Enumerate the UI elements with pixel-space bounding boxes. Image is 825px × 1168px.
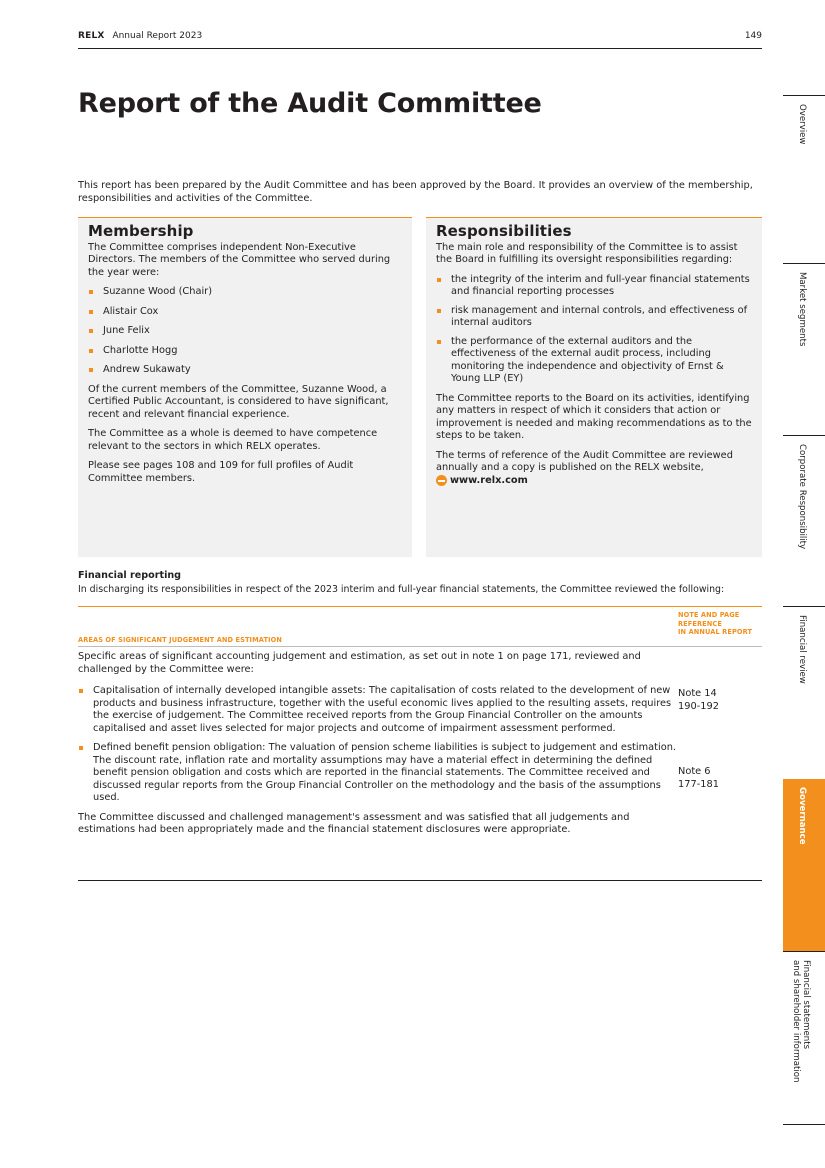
membership-panel — [78, 217, 412, 557]
financial-reporting-text: In discharging its responsibilities in respect of the 2023 interim and full-year financial statements, the Committee reviewed the following: — [78, 584, 725, 595]
page-number: 149 — [744, 31, 762, 41]
membership-intro: The Committee comprises independent Non-Executive Directors. The members of the Committee who served during the year were: — [88, 241, 391, 278]
side-tab-corporate-responsibility[interactable] — [783, 435, 825, 606]
responsibilities-intro: The main role and responsibility of the Committee is to assist the Board in fulfilling its oversight responsibilities regarding: — [436, 241, 738, 265]
note-number: Note 14 — [678, 688, 717, 699]
table-column-header-note — [678, 611, 764, 637]
responsibilities-heading: Responsibilities — [436, 222, 572, 240]
table-conclusion: The Committee discussed and challenged management's assessment and was satisfied that all judgements and estimations had been appropriately made and the financial statement disclosures were appropriate. — [78, 811, 630, 835]
membership-paragraph: Of the current members of the Committee, Suzanne Wood, a Certified Public Accountant, is considered to have significant, recent and relevant financial experience. — [88, 383, 389, 420]
list-item: Charlotte Hogg — [88, 345, 402, 358]
brand-name: RELX — [78, 31, 105, 41]
table-header-rule — [78, 646, 762, 647]
side-tab-label: Corporate Responsibility — [797, 444, 807, 550]
financial-reporting-heading: Financial reporting — [78, 570, 182, 581]
list-item: risk management and internal controls, and effectiveness of internal auditors — [436, 305, 752, 330]
side-tab-market-segments[interactable] — [783, 263, 825, 435]
side-tab-financial-review[interactable] — [783, 606, 825, 779]
side-tab-label: Governance — [797, 787, 807, 845]
note-number: Note 6 — [678, 766, 711, 777]
list-item: Alistair Cox — [88, 306, 402, 319]
column-header-line: REFERENCE — [678, 619, 722, 628]
side-tab-label: Financial review — [797, 615, 807, 684]
responsibilities-list — [436, 274, 752, 386]
judgement-list — [78, 685, 678, 805]
table-bottom-rule — [78, 880, 762, 881]
membership-heading: Membership — [88, 222, 194, 240]
note-pages: 190-192 — [678, 700, 719, 712]
intro-paragraph: This report has been prepared by the Audit Committee and has been approved by the Board. It provides an overview of the membership, responsibilities and activities of the Committee. — [78, 180, 753, 204]
table-intro: Specific areas of significant accounting judgement and estimation, as set out in note 1 on page 171, reviewed and challenged by the Committee were: — [78, 651, 641, 675]
side-tab-overview[interactable] — [783, 95, 825, 263]
responsibilities-paragraph: The terms of reference of the Audit Committee are reviewed annually and a copy is published on the RELX website, — [436, 449, 733, 473]
link-arrow-icon — [436, 475, 447, 486]
members-list — [88, 286, 402, 377]
note-reference — [678, 688, 719, 713]
column-header-line: IN ANNUAL REPORT — [678, 628, 753, 636]
side-tab-label: Market segments — [797, 272, 807, 347]
table-top-rule — [78, 606, 762, 607]
table-row: Defined benefit pension obligation: The valuation of pension scheme liabilities is subject to judgement and estimation. The discount rate, inflation rate and mortality assumptions may have a material effect in determining the defined benefit pension obligation and costs which are reported in the financial statements. The Committee received and discussed regular reports from the Group Financial Controller on the methodology and the basis of the assumptions used. — [78, 742, 678, 805]
responsibilities-paragraph: The Committee reports to the Board on its activities, identifying any matters in respect of which it considers that action or improvement is needed and making recommendations as to the steps to be taken. — [436, 392, 752, 441]
relx-website-link[interactable] — [436, 475, 528, 488]
list-item: the integrity of the interim and full-year financial statements and financial reporting processes — [436, 274, 752, 299]
column-header-line: NOTE AND PAGE — [678, 611, 740, 619]
side-tab-label: Financial statements and shareholder information — [791, 960, 811, 1083]
note-pages: 177-181 — [678, 778, 719, 790]
judgement-table-body — [78, 651, 678, 846]
page-title: Report of the Audit Committee — [78, 88, 542, 119]
membership-paragraph: Please see pages 108 and 109 for full profiles of Audit Committee members. — [88, 460, 354, 484]
header-divider — [78, 48, 762, 49]
list-item: the performance of the external auditors and the effectiveness of the external audit process, including monitoring the independence and objectivity of Ernst & Young LLP (EY) — [436, 336, 752, 386]
report-name: Annual Report 2023 — [112, 31, 203, 41]
side-tab-governance[interactable] — [783, 779, 825, 951]
membership-paragraph: The Committee as a whole is deemed to have competence relevant to the sectors in which RELX operates. — [88, 428, 378, 452]
table-column-header-areas: AREAS OF SIGNIFICANT JUDGEMENT AND ESTIMATION — [78, 636, 282, 644]
side-tab-label: Overview — [797, 104, 807, 145]
list-item: Andrew Sukawaty — [88, 364, 402, 377]
list-item: Suzanne Wood (Chair) — [88, 286, 402, 299]
side-tab-financial-statements[interactable] — [783, 951, 825, 1125]
table-row: Capitalisation of internally developed intangible assets: The capitalisation of costs related to the development of new products and business infrastructure, together with the useful economic lives applied to the resulting assets, requires the exercise of judgement. The Committee received reports from the Group Financial Controller on the amounts capitalised and asset lives selected for major projects and outcome of impairment assessment performed. — [78, 685, 678, 735]
list-item: June Felix — [88, 325, 402, 338]
link-label: www.relx.com — [450, 474, 528, 486]
note-reference — [678, 766, 719, 791]
responsibilities-panel — [426, 217, 762, 557]
page-header — [78, 31, 762, 45]
